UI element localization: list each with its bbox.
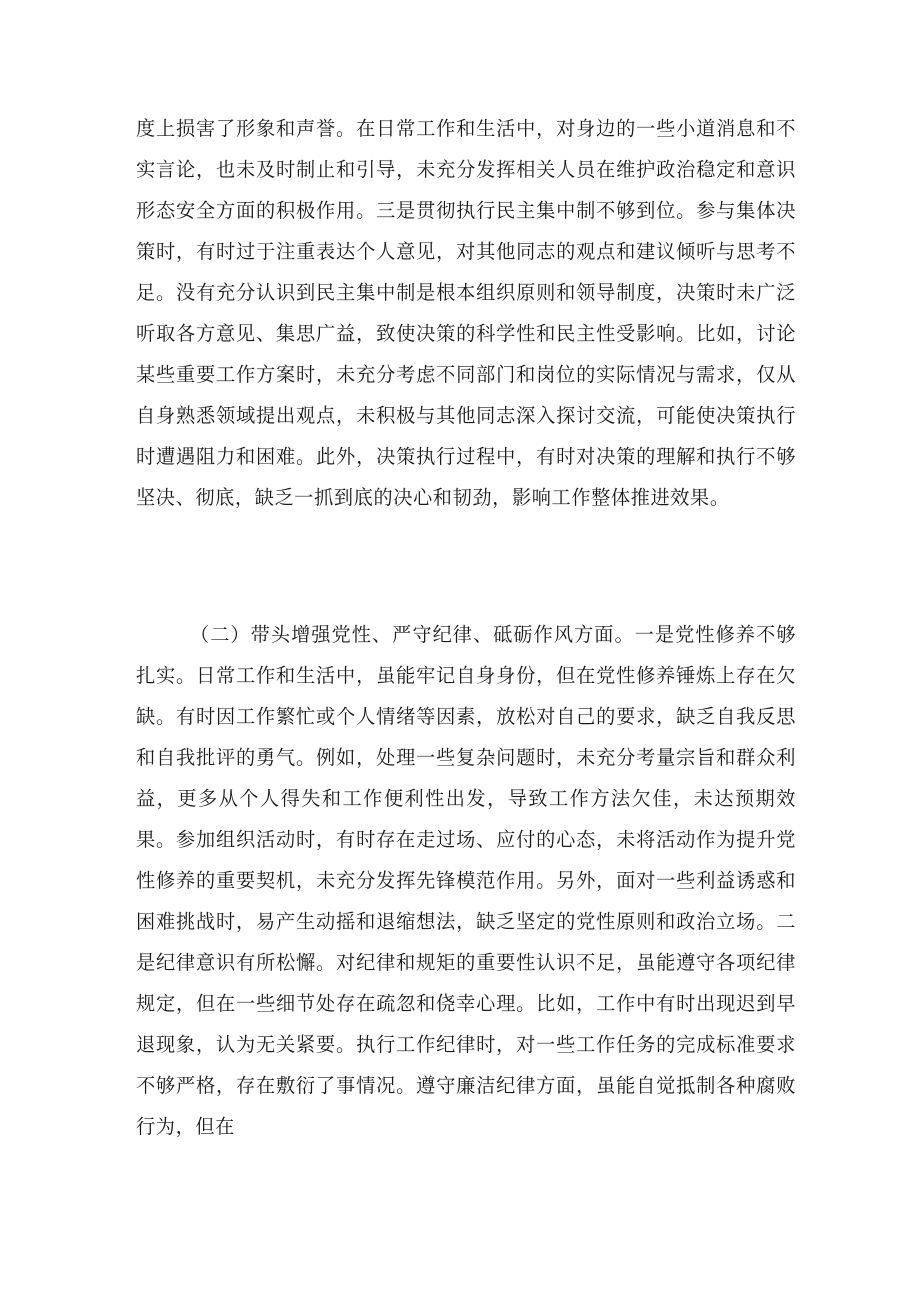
paragraph-democratic-centralism: 度上损害了形象和声誉。在日常工作和生活中，对身边的一些小道消息和不实言论，也未及时制止和引导，未充分发挥相关人员在维护政治稳定和意识形态安全方面的积极作用。三是贯彻执行民主集中制不够到位。参与集体决策时，有时过于注重表达个人意见，对其他同志的观点和建议倾听与思考不足。没有充分认识到民主集中制是根本组织原则和领导制度，决策时未广泛听取各方意见、集思广益，致使决策的科学性和民主性受影响。比如，讨论某些重要工作方案时，未充分考虑不同部门和岗位的实际情况与需求，仅从自身熟悉领域提出观点，未积极与其他同志深入探讨交流，可能使决策执行时遭遇阻力和困难。此外，决策执行过程中，有时对决策的理解和执行不够坚决、彻底，缺乏一抓到底的决心和韧劲，影响工作整体推进效果。 — [136, 117, 796, 509]
paragraph-party-spirit-discipline: （二）带头增强党性、严守纪律、砥砺作风方面。一是党性修养不够扎实。日常工作和生活中，虽能牢记自身身份，但在党性修养锤炼上存在欠缺。有时因工作繁忙或个人情绪等因素，放松对自己的要求，缺乏自我反思和自我批评的勇气。例如，处理一些复杂问题时，未充分考量宗旨和群众利益，更多从个人得失和工作便利性出发，导致工作方法欠佳，未达预期效果。参加组织活动时，有时存在走过场、应付的心态，未将活动作为提升党性修养的重要契机，未充分发挥先锋模范作用。另外，面对一些利益诱惑和困难挑战时，易产生动摇和退缩想法，缺乏坚定的党性原则和政治立场。二是纪律意识有所松懈。对纪律和规矩的重要性认识不足，虽能遵守各项纪律规定，但在一些细节处存在疏忽和侥幸心理。比如，工作中有时出现迟到早退现象，认为无关紧要。执行工作纪律时，对一些工作任务的完成标准要求不够严格，存在敷衍了事情况。遵守廉洁纪律方面，虽能自觉抵制各种腐败行为，但在 — [136, 623, 796, 1138]
